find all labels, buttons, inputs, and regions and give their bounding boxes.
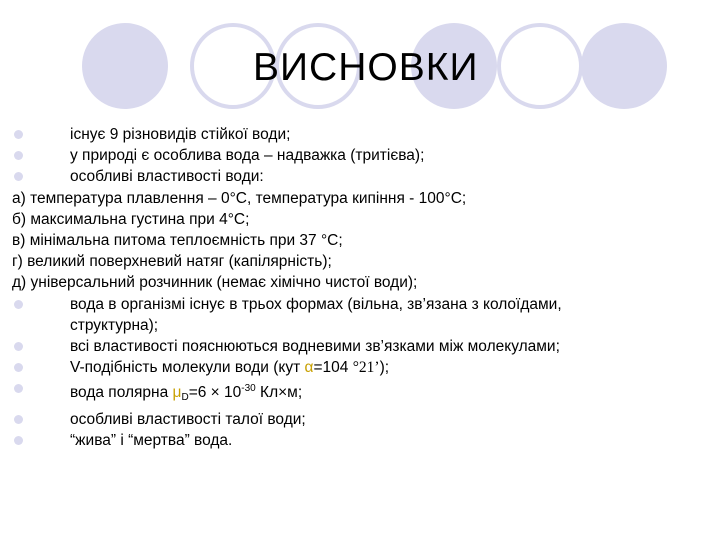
decor-circle-5 <box>497 23 583 109</box>
list-item: особливі властивості води: <box>12 166 702 187</box>
decor-circle-6 <box>581 23 667 109</box>
property-line-c: в) мінімальна питома теплоємність при 37 °С; <box>12 232 343 250</box>
list-item: у природі є особлива вода – надважка (тритієва); <box>12 145 702 166</box>
bullet-icon <box>14 172 23 181</box>
slide-title: ВИСНОВКИ <box>253 46 479 89</box>
bullet-icon <box>14 384 23 393</box>
list-item: вода полярна $\mu_D=6 \times 10^{-30}$ Кл×м; <box>12 378 702 408</box>
bullet-icon <box>14 415 23 424</box>
list-item: “жива” і “мертва” вода. <box>12 430 702 451</box>
property-line-e: д) універсальний розчинник (немає хімічно чистої води); <box>12 274 418 292</box>
property-line-d: г) великий поверхневий натяг (капілярність); <box>12 253 332 271</box>
bullet-icon <box>14 436 23 445</box>
bullet-icon <box>14 300 23 309</box>
slide-body <box>12 124 702 451</box>
bullet-icon <box>14 363 23 372</box>
list-item: існує 9 різновидів стійкої води; <box>12 124 702 145</box>
list-item: всі властивості пояснюються водневими зв’язками між молекулами; <box>12 336 702 357</box>
list-item: вода в організмі існує в трьох формах (вільна, зв’язана з колоїдами, структурна); <box>12 294 702 336</box>
bullet-icon <box>14 342 23 351</box>
alpha-symbol: α <box>304 359 314 377</box>
list-item: особливі властивості талої води; <box>12 409 702 430</box>
decor-circle-1 <box>82 23 168 109</box>
property-line-b: б) максимальна густина при 4°С; <box>12 210 250 228</box>
bullet-icon <box>14 130 23 139</box>
property-line-a: а) температура плавлення – 0°С, температура кипіння - 100°С; <box>12 189 467 207</box>
mu-symbol: μ <box>172 384 182 402</box>
bullet-icon <box>14 151 23 160</box>
list-item: V-подібність молекули води (кут α=104 °21’); <box>12 357 702 378</box>
